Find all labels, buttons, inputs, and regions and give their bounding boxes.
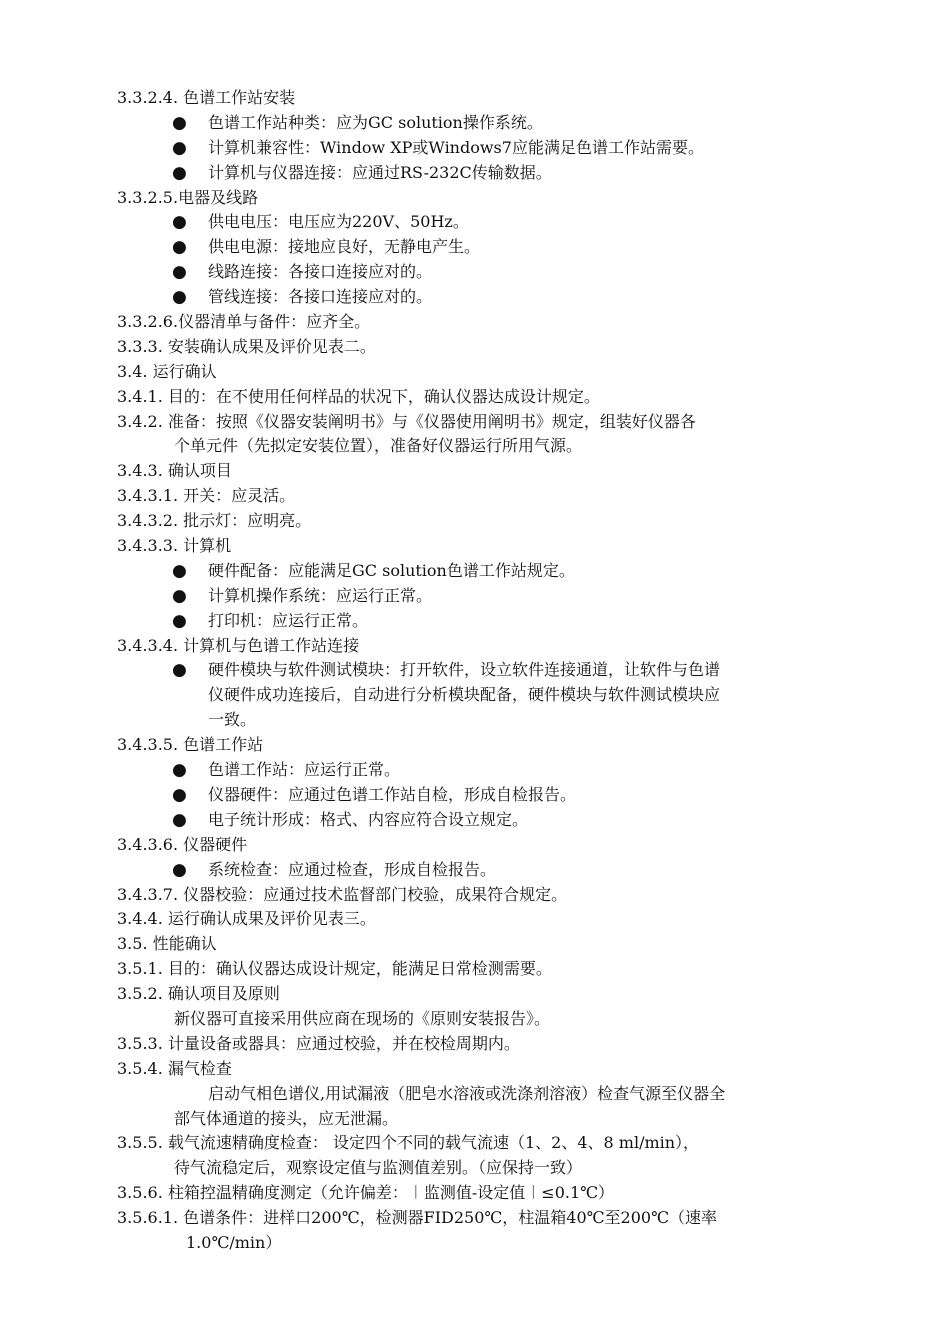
bullet-icon: ●: [172, 660, 187, 681]
section-heading-3-4-3: 3.4.3. 确认项目: [117, 461, 232, 481]
bullet-icon: ●: [172, 760, 187, 781]
bullet-item: ● 色谱工作站种类：应为GC solution操作系统。: [0, 111, 950, 136]
section-heading-3-3-2-4: 3.3.2.4. 色谱工作站安装: [117, 88, 296, 107]
bullet-item: ● 计算机与仪器连接：应通过RS-232C传输数据。: [0, 161, 950, 186]
section-heading-3-5: 3.5. 性能确认: [117, 934, 217, 954]
section-heading-3-4-2: 3.4.2. 准备：按照《仪器安装阐明书》与《仪器使用阐明书》规定，组装好仪器各: [117, 411, 696, 431]
section-heading-3-4-3-4: 3.4.3.4. 计算机与色谱工作站连接: [117, 635, 360, 655]
section-heading-3-3-2-6: 3.3.2.6.仪器清单与备件：应齐全。: [117, 312, 371, 332]
bullet-icon: ●: [172, 212, 187, 233]
bullet-item: ● 系统检查：应通过检查，形成自检报告。: [0, 858, 950, 883]
document-page: [0, 86, 950, 1256]
paragraph: 启动气相色谱仪,用试漏液（肥皂水溶液或洗涤剂溶液）检查气源至仪器全: [208, 1083, 726, 1103]
paragraph: 新仪器可直接采用供应商在现场的《原则安装报告》。: [174, 1008, 551, 1028]
section-heading-3-4: 3.4. 运行确认: [117, 361, 217, 381]
section-heading-3-4-3-3: 3.4.3.3. 计算机: [117, 536, 232, 556]
bullet-icon: ●: [172, 809, 187, 830]
paragraph-continuation: 1.0℃/min）: [186, 1232, 282, 1252]
section-heading-3-5-2: 3.5.2. 确认项目及原则: [117, 984, 280, 1004]
section-heading-3-4-3-7: 3.4.3.7. 仪器校验：应通过技术监督部门校验，成果符合规定。: [117, 884, 568, 904]
bullet-icon: ●: [172, 610, 187, 631]
bullet-icon: ●: [172, 112, 187, 133]
bullet-item: ● 仪器硬件：应通过色谱工作站自检，形成自检报告。: [0, 783, 950, 808]
section-heading-3-4-1: 3.4.1. 目的：在不使用任何样品的状况下，确认仪器达成设计规定。: [117, 386, 600, 406]
section-heading-3-5-6-1: 3.5.6.1. 色谱条件：进样口200℃，检测器FID250℃，柱温箱40℃至200℃（速率: [117, 1208, 717, 1228]
bullet-item: ● 硬件配备：应能满足GC solution色谱工作站规定。: [0, 559, 950, 584]
section-heading-3-3-2-5: 3.3.2.5.电器及线路: [117, 187, 259, 207]
bullet-item: ● 管线连接：各接口连接应对的。: [0, 285, 950, 310]
section-heading-3-4-3-5: 3.4.3.5. 色谱工作站: [117, 735, 264, 755]
paragraph-continuation: 待气流稳定后，观察设定值与监测值差别。（应保持一致）: [174, 1158, 583, 1178]
bullet-continuation: 仪硬件成功连接后，自动进行分析模块配备，硬件模块与软件测试模块应: [208, 685, 721, 705]
bullet-item: ● 打印机：应运行正常。: [0, 609, 950, 634]
section-heading-3-4-3-2: 3.4.3.2. 批示灯：应明亮。: [117, 511, 312, 531]
bullet-icon: ●: [172, 784, 187, 805]
bullet-item: ● 供电电源：接地应良好，无静电产生。: [0, 235, 950, 260]
section-heading-3-4-3-1: 3.4.3.1. 开关：应灵活。: [117, 486, 296, 506]
bullet-item: ● 供电电压：电压应为220V、50Hz。: [0, 210, 950, 235]
bullet-continuation: 一致。: [208, 710, 257, 730]
section-heading-3-5-5: 3.5.5. 载气流速精确度检查： 设定四个不同的载气流速（1、2、4、8 ml/min），: [117, 1133, 700, 1153]
bullet-item: ● 硬件模块与软件测试模块：打开软件，设立软件连接通道，让软件与色谱: [0, 658, 950, 683]
section-heading-3-3-3: 3.3.3. 安装确认成果及评价见表二。: [117, 336, 376, 356]
section-heading-3-5-4: 3.5.4. 漏气检查: [117, 1058, 232, 1078]
bullet-item: ● 色谱工作站：应运行正常。: [0, 758, 950, 783]
section-heading-3-4-3-6: 3.4.3.6. 仪器硬件: [117, 834, 248, 854]
paragraph-continuation: 部气体通道的接头，应无泄漏。: [174, 1108, 399, 1128]
bullet-icon: ●: [172, 560, 187, 581]
bullet-item: ● 计算机兼容性：Window XP或Windows7应能满足色谱工作站需要。: [0, 136, 950, 161]
bullet-icon: ●: [172, 237, 187, 258]
bullet-icon: ●: [172, 162, 187, 183]
bullet-icon: ●: [172, 287, 187, 308]
section-heading-3-5-1: 3.5.1. 目的：确认仪器达成设计规定，能满足日常检测需要。: [117, 959, 552, 979]
section-heading-3-5-3: 3.5.3. 计量设备或器具：应通过校验，并在校检周期内。: [117, 1033, 520, 1053]
paragraph-continuation: 个单元件（先拟定安装位置），准备好仪器运行所用气源。: [174, 436, 583, 456]
bullet-icon: ●: [172, 859, 187, 880]
bullet-item: ● 电子统计形成：格式、内容应符合设立规定。: [0, 808, 950, 833]
bullet-icon: ●: [172, 137, 187, 158]
bullet-item: ● 线路连接：各接口连接应对的。: [0, 260, 950, 285]
section-heading-3-4-4: 3.4.4. 运行确认成果及评价见表三。: [117, 909, 376, 929]
bullet-icon: ●: [172, 585, 187, 606]
section-heading-3-5-6: 3.5.6. 柱箱控温精确度测定（允许偏差：︱监测值-设定值︱≤0.1℃）: [117, 1183, 615, 1203]
bullet-icon: ●: [172, 262, 187, 283]
bullet-item: ● 计算机操作系统：应运行正常。: [0, 584, 950, 609]
